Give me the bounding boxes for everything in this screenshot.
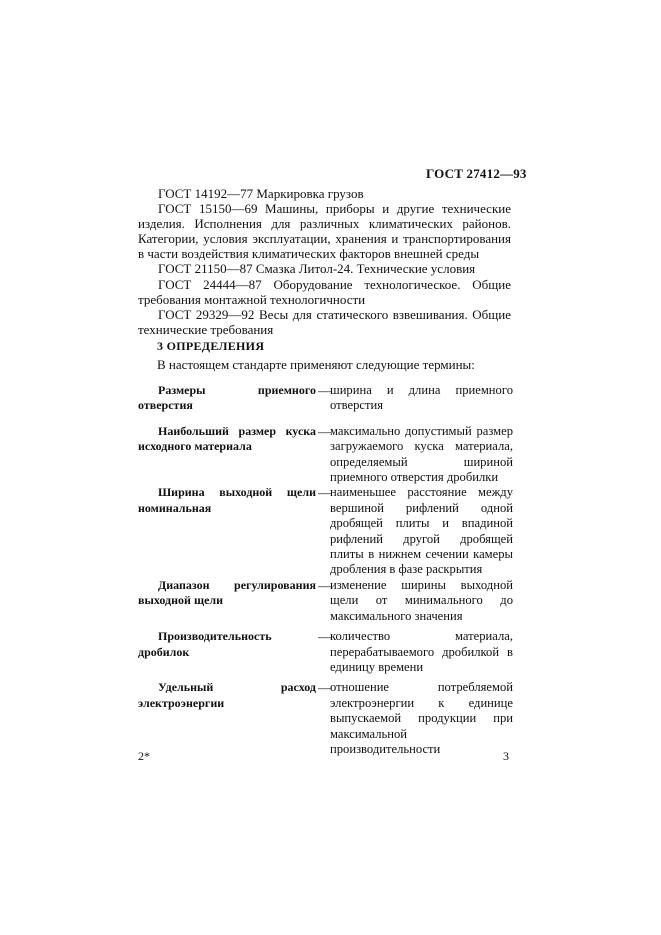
term-label: Диапазон регулирования выходной щели bbox=[138, 577, 316, 608]
definition-row bbox=[138, 424, 513, 486]
term-definition: количество материала, перерабатываемого дробилкой в единицу времени bbox=[330, 629, 513, 674]
em-dash: — bbox=[318, 577, 331, 593]
em-dash: — bbox=[318, 629, 331, 645]
term-label: Ширина выходной щели номинальная bbox=[138, 485, 316, 515]
reference-title: Машины, приборы и другие технические изделия. Исполнения для различных климатических районов. Категории, условия эксплуатации, хранения и транспортирования в части воздействия климатических факторов внешней среды bbox=[138, 201, 511, 262]
printer-signature: 2* bbox=[138, 749, 150, 763]
definitions-list bbox=[138, 383, 513, 757]
term-label: Удельный расход электроэнергии bbox=[138, 680, 316, 710]
reference-title: Оборудование технологическое. Общие требования монтажной технологичности bbox=[138, 276, 511, 307]
reference-code: ГОСТ 15150—69 bbox=[158, 201, 258, 217]
em-dash: — bbox=[318, 680, 331, 696]
reference-code: ГОСТ 21150—87 bbox=[158, 261, 253, 277]
term-label: Производительность дробилок bbox=[138, 629, 272, 659]
reference-item bbox=[138, 277, 511, 307]
definition-row bbox=[138, 485, 513, 577]
reference-code: ГОСТ 14192—77 bbox=[158, 186, 254, 201]
term-definition: наименьшее расстояние между вершиной рифлений одной дробящей плиты и впадиной рифлений другой дробящей плиты в нижнем сечении камеры дробления в фазе раскрытия bbox=[330, 485, 513, 577]
term-label: Наибольший размер куска исходного материала bbox=[138, 423, 316, 454]
reference-code: ГОСТ 29329—92 bbox=[158, 306, 255, 322]
section-intro: В настоящем стандарте применяют следующие термины: bbox=[157, 357, 475, 372]
em-dash: — bbox=[318, 383, 331, 398]
definition-row bbox=[138, 383, 513, 414]
reference-title: Смазка Литол-24. Технические условия bbox=[255, 261, 476, 277]
reference-title: Маркировка грузов bbox=[256, 186, 364, 201]
definition-row bbox=[138, 578, 513, 624]
term-definition: отношение потребляемой электроэнергии к единице выпускаемой продукции при максимальной производительности bbox=[330, 680, 513, 756]
page-header-standard: ГОСТ 27412—93 bbox=[426, 166, 527, 181]
reference-code: ГОСТ 24444—87 bbox=[158, 276, 262, 292]
reference-title: Весы для статического взвешивания. Общие технические требования bbox=[138, 306, 512, 337]
term-definition: изменение ширины выходной щели от минимального до максимального значения bbox=[330, 577, 513, 623]
section-heading: 3 ОПРЕДЕЛЕНИЯ bbox=[157, 339, 265, 353]
term-label: Размеры приемного отверстия bbox=[138, 383, 316, 413]
definition-row bbox=[138, 680, 513, 757]
reference-item bbox=[138, 201, 511, 261]
reference-item bbox=[138, 261, 511, 276]
em-dash: — bbox=[318, 423, 331, 439]
term-definition: ширина и длина приемного отверстия bbox=[330, 383, 513, 413]
page-number: 3 bbox=[503, 749, 509, 763]
definition-row bbox=[138, 629, 513, 675]
reference-item bbox=[138, 186, 511, 201]
term-definition: максимально допустимый размер загружаемого куска материала, определяемый шириной приемного отверстия дробилки bbox=[330, 423, 513, 485]
reference-item bbox=[138, 307, 511, 337]
em-dash: — bbox=[318, 485, 331, 501]
normative-references bbox=[138, 186, 511, 337]
